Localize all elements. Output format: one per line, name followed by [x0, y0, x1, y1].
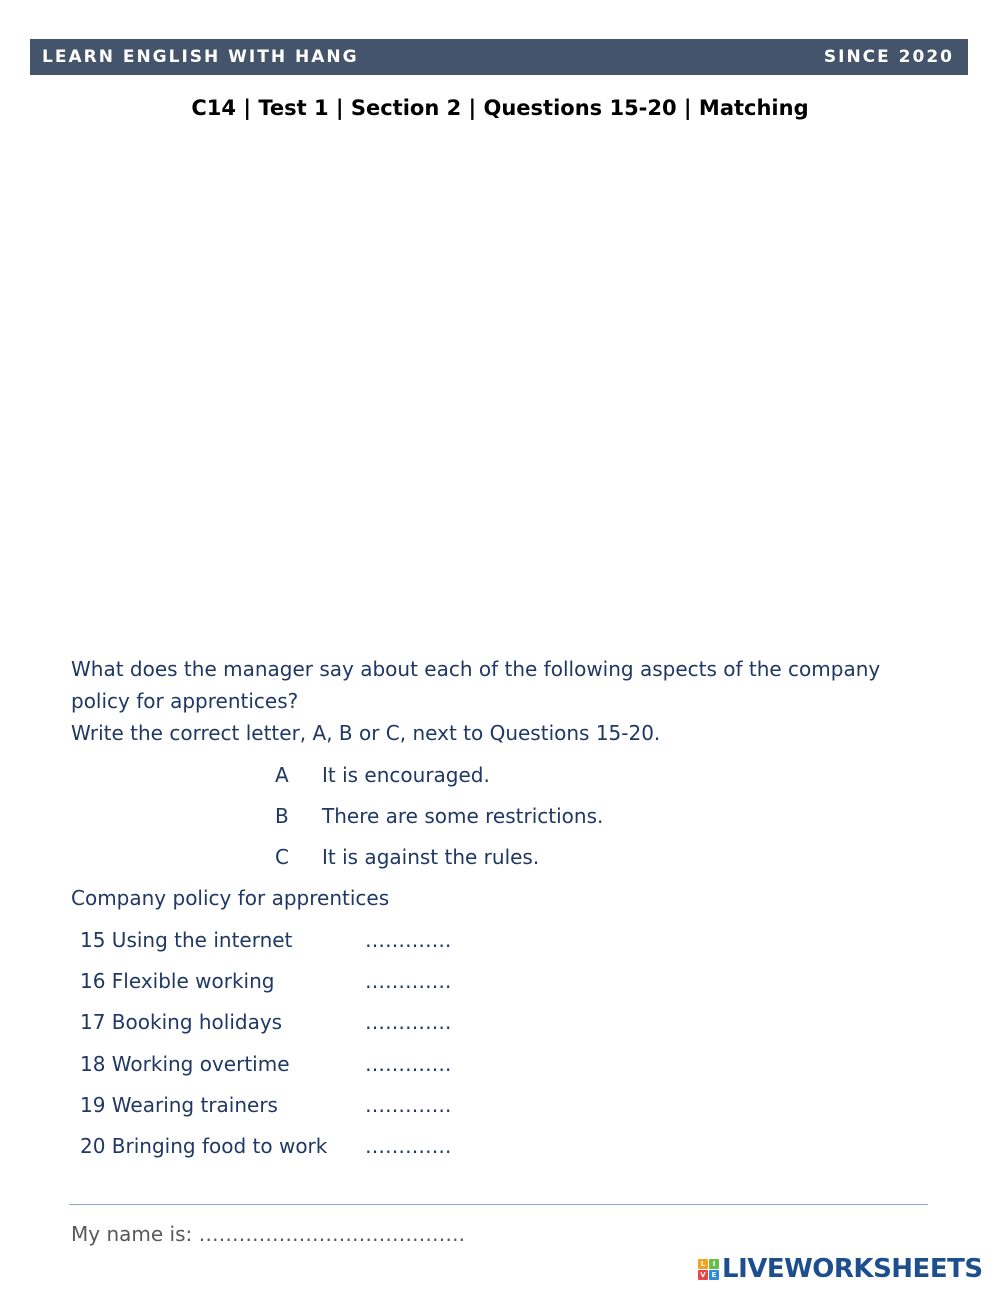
- policy-heading: Company policy for apprentices: [71, 886, 390, 910]
- question-18-label: 18 Working overtime: [80, 1052, 290, 1076]
- question-19-answer[interactable]: ………….: [365, 1093, 452, 1117]
- header-left-text: LEARN ENGLISH WITH HANG: [42, 47, 359, 67]
- option-a-letter: A: [275, 763, 289, 787]
- question-20-label: 20 Bringing food to work: [80, 1134, 328, 1158]
- logo-block-l: L: [698, 1259, 708, 1269]
- option-b-text: There are some restrictions.: [322, 804, 604, 828]
- question-17-answer[interactable]: ………….: [365, 1010, 452, 1034]
- logo-block-i: I: [709, 1259, 719, 1269]
- option-b-letter: B: [275, 804, 289, 828]
- option-c-letter: C: [275, 845, 289, 869]
- question-19-label: 19 Wearing trainers: [80, 1093, 278, 1117]
- header-right-text: SINCE 2020: [823, 47, 954, 67]
- logo-block-v: V: [698, 1270, 708, 1280]
- question-17-label: 17 Booking holidays: [80, 1010, 283, 1034]
- option-c-text: It is against the rules.: [322, 845, 540, 869]
- question-15-answer[interactable]: ………….: [365, 928, 452, 952]
- question-16-answer[interactable]: ………….: [365, 969, 452, 993]
- question-20-answer[interactable]: ………….: [365, 1134, 452, 1158]
- name-field[interactable]: My name is: ………………………………….: [71, 1222, 465, 1246]
- header-bar: [30, 39, 968, 75]
- logo-text: LIVEWORKSHEETS: [722, 1254, 983, 1284]
- option-a-text: It is encouraged.: [322, 763, 490, 787]
- question-18-answer[interactable]: ………….: [365, 1052, 452, 1076]
- question-15-label: 15 Using the internet: [80, 928, 293, 952]
- question-16-label: 16 Flexible working: [80, 969, 275, 993]
- instruction-line-2: policy for apprentices?: [71, 689, 299, 713]
- instruction-line-3: Write the correct letter, A, B or C, next to Questions 15-20.: [71, 721, 661, 745]
- logo-block-e: E: [709, 1270, 719, 1280]
- page-title: C14 | Test 1 | Section 2 | Questions 15-20 | Matching: [191, 96, 809, 120]
- logo-blocks-icon: [698, 1259, 719, 1280]
- instruction-line-1: What does the manager say about each of the following aspects of the company: [71, 657, 881, 681]
- liveworksheets-logo[interactable]: [698, 1254, 983, 1284]
- divider-line: [69, 1204, 928, 1205]
